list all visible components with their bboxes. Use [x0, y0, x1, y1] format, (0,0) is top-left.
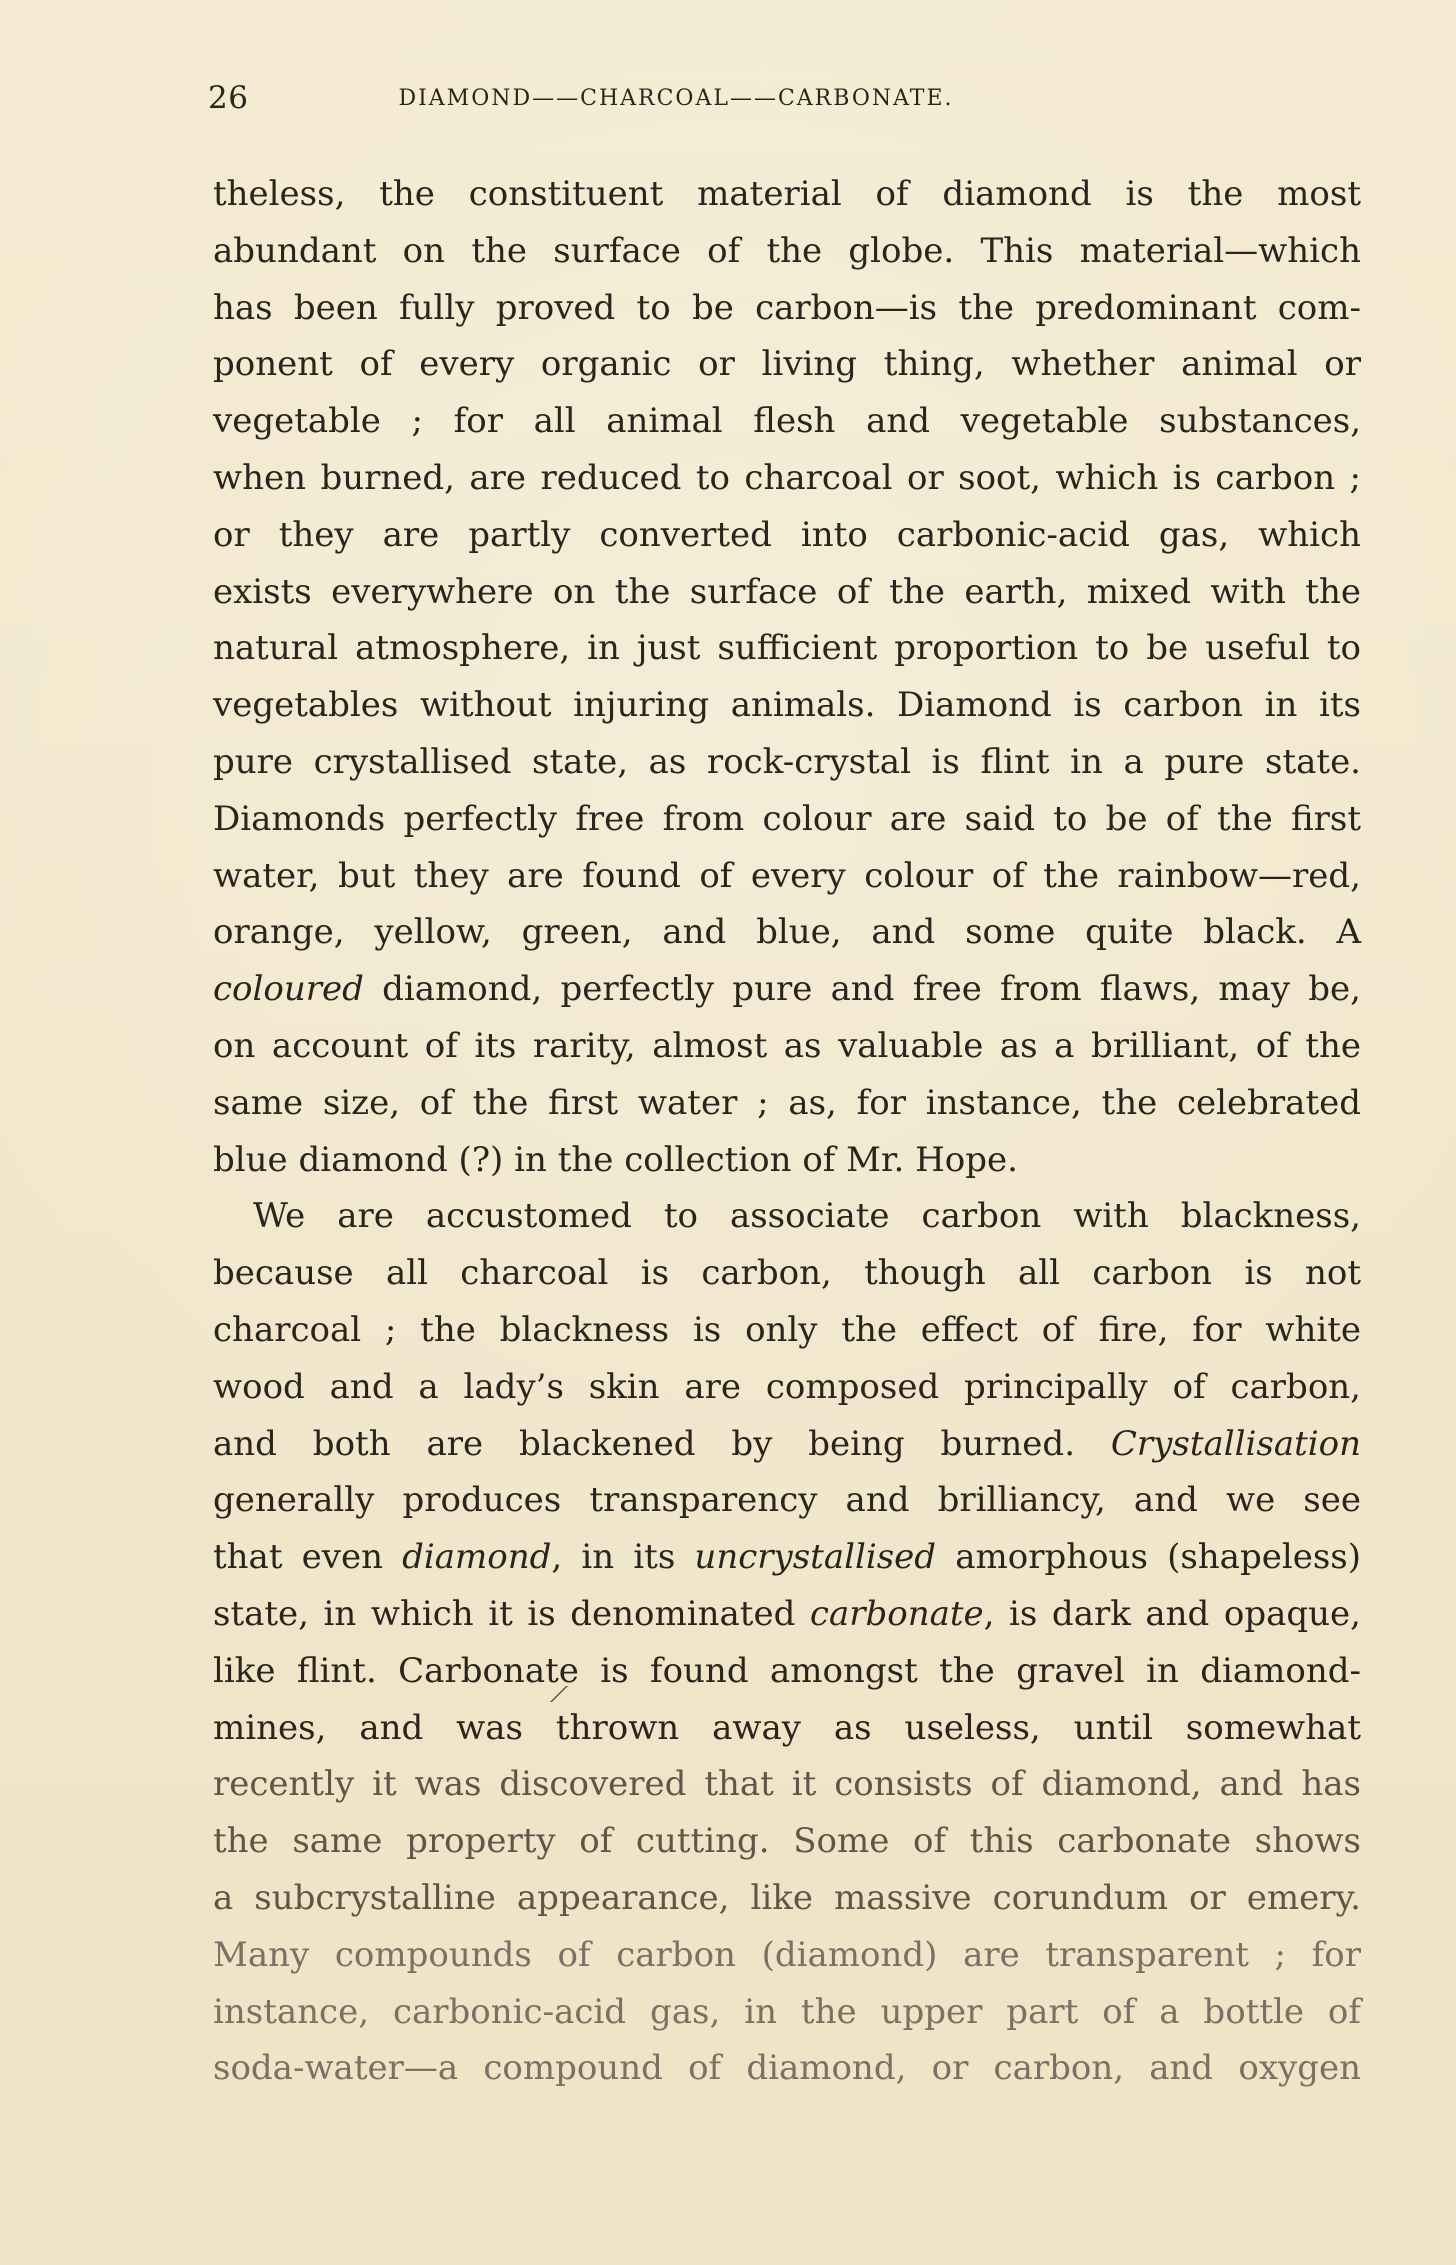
text-line: vegetables without injuring animals. Diamond is carbon in its — [213, 685, 1361, 726]
text-line: Many compounds of carbon (diamond) are transparent ; for — [213, 1934, 1361, 1975]
text-line-carbonate: state, in which it is denominated carbonate, is dark and opaque, — [213, 1593, 1361, 1634]
text-line: exists everywhere on the surface of the earth, mixed with the — [213, 571, 1361, 612]
text-line: or they are partly converted into carbonic-acid gas, which — [213, 514, 1361, 555]
text-line: pure crystallised state, as rock-crystal is flint in a pure state. — [213, 741, 1361, 782]
text-line: on account of its rarity, almost as valuable as a brilliant, of the — [213, 1025, 1361, 1066]
text-line: when burned, are reduced to charcoal or soot, which is carbon ; — [213, 457, 1361, 498]
text-line-crystallisation: and both are blackened by being burned. Crystallisation — [213, 1423, 1361, 1464]
text-line: a subcrystalline appearance, like massive corundum or emery. — [213, 1877, 1361, 1918]
text-line: orange, yellow, green, and blue, and some quite black. A — [213, 912, 1361, 953]
text-line: abundant on the surface of the globe. This material—which — [213, 230, 1361, 271]
text-line: vegetable ; for all animal flesh and vegetable substances, — [213, 401, 1361, 442]
text-line: water, but they are found of every colour of the rainbow—red, — [213, 855, 1361, 896]
text-line: because all charcoal is carbon, though all carbon is not — [213, 1253, 1361, 1294]
text-line: natural atmosphere, in just sufficient proportion to be useful to — [213, 628, 1361, 669]
body-text — [213, 166, 1361, 2097]
text-line: has been fully proved to be carbon—is the predominant com- — [213, 287, 1361, 328]
page-header — [208, 78, 1248, 118]
italic-emphasis: Crystallisation — [1110, 1423, 1361, 1464]
italic-emphasis: uncrystallised — [694, 1537, 937, 1578]
text-line: mines, and was thrown away as useless, until somewhat — [213, 1707, 1361, 1748]
text-line-diamond-uncrystallised: that even diamond, in its uncrystallised amorphous (shapeless) — [213, 1537, 1361, 1578]
text-line: Diamonds perfectly free from colour are said to be of the first — [213, 798, 1361, 839]
text-line: generally produces transparency and brilliancy, and we see — [213, 1480, 1361, 1521]
text-line: same size, of the first water ; as, for instance, the celebrated — [213, 1082, 1361, 1123]
text-line: the same property of cutting. Some of this carbonate shows — [213, 1821, 1361, 1862]
paragraph-start: We are accustomed to associate carbon with blackness, — [253, 1196, 1361, 1237]
text-line: like flint. Carbonate is found amongst the gravel in diamond- — [213, 1650, 1361, 1691]
text-line: charcoal ; the blackness is only the effect of fire, for white — [213, 1309, 1361, 1350]
text-line: blue diamond (?) in the collection of Mr. Hope. — [213, 1139, 1018, 1180]
text-line: instance, carbonic-acid gas, in the upper part of a bottle of — [213, 1991, 1361, 2032]
text-line: recently it was discovered that it consists of diamond, and has — [213, 1764, 1361, 1805]
italic-emphasis: coloured — [213, 969, 364, 1010]
text-line: ponent of every organic or living thing, whether animal or — [213, 344, 1361, 385]
text-line: theless, the constituent material of diamond is the most — [213, 174, 1361, 214]
italic-emphasis: diamond — [402, 1537, 552, 1578]
running-title: DIAMOND——CHARCOAL——CARBONATE. — [398, 85, 954, 111]
text-line: wood and a lady’s skin are composed principally of carbon, — [213, 1366, 1361, 1407]
italic-emphasis: carbonate — [809, 1593, 984, 1634]
text-line: soda-water—a compound of diamond, or carbon, and oxygen — [213, 2048, 1361, 2089]
page-number: 26 — [208, 80, 249, 116]
text-line-coloured: coloured diamond, perfectly pure and free from flaws, may be, — [213, 969, 1361, 1010]
